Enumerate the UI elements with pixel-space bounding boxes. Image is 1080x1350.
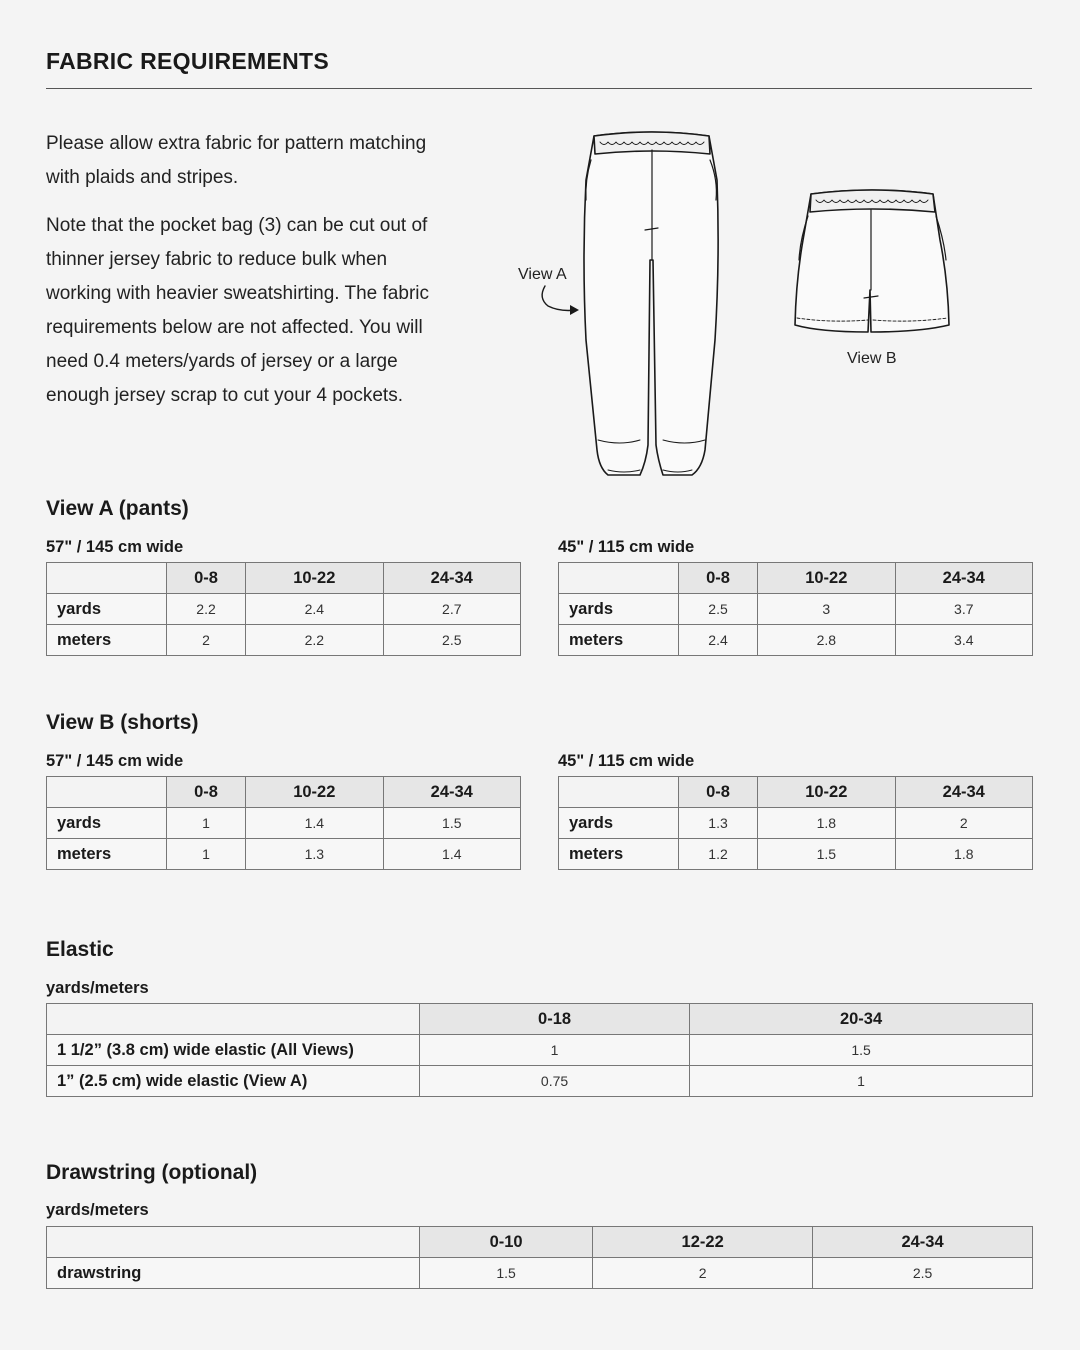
- size-header: 0-8: [167, 563, 246, 594]
- view-a-57-table: [46, 562, 521, 656]
- size-header: 0-10: [420, 1227, 593, 1258]
- value-cell: 1: [167, 808, 246, 839]
- view-b-right-width-label: 45" / 115 cm wide: [558, 752, 695, 770]
- value-cell: 3.4: [895, 625, 1032, 656]
- row-label: drawstring: [47, 1258, 420, 1289]
- drawstring-heading: Drawstring (optional): [46, 1161, 258, 1184]
- value-cell: 2.4: [679, 625, 758, 656]
- value-cell: 1.5: [758, 839, 895, 870]
- value-cell: 1.5: [383, 808, 520, 839]
- row-label: 1” (2.5 cm) wide elastic (View A): [47, 1066, 420, 1097]
- header-corner: [47, 777, 167, 808]
- value-cell: 3: [758, 594, 895, 625]
- view-b-57-table: [46, 776, 521, 870]
- value-cell: 2: [167, 625, 246, 656]
- size-header: 24-34: [383, 777, 520, 808]
- size-header: 10-22: [758, 777, 895, 808]
- garment-sketch-svg: [500, 120, 980, 490]
- value-cell: 0.75: [420, 1066, 690, 1097]
- table-row: [47, 1035, 1033, 1066]
- table-row: [559, 594, 1033, 625]
- value-cell: 2: [895, 808, 1032, 839]
- header-corner: [559, 563, 679, 594]
- row-label: 1 1/2” (3.8 cm) wide elastic (All Views): [47, 1035, 420, 1066]
- view-b-label: View B: [847, 350, 897, 367]
- value-cell: 1.4: [383, 839, 520, 870]
- header-corner: [559, 777, 679, 808]
- view-a-heading: View A (pants): [46, 497, 189, 520]
- view-a-45-table: [558, 562, 1033, 656]
- shorts-illustration: [795, 190, 949, 332]
- row-label: yards: [47, 594, 167, 625]
- header-corner: [47, 1004, 420, 1035]
- value-cell: 2.7: [383, 594, 520, 625]
- size-header: 10-22: [758, 563, 895, 594]
- size-header: 0-8: [679, 777, 758, 808]
- size-header: 10-22: [246, 777, 383, 808]
- table-row: [47, 625, 521, 656]
- value-cell: 1.8: [758, 808, 895, 839]
- value-cell: 1.3: [246, 839, 383, 870]
- row-label: meters: [559, 625, 679, 656]
- size-header: 24-34: [813, 1227, 1033, 1258]
- value-cell: 1: [167, 839, 246, 870]
- value-cell: 1.5: [690, 1035, 1033, 1066]
- page-title: FABRIC REQUIREMENTS: [46, 48, 329, 74]
- table-row: [47, 1258, 1033, 1289]
- view-b-45-table: [558, 776, 1033, 870]
- table-row: [559, 625, 1033, 656]
- row-label: meters: [559, 839, 679, 870]
- value-cell: 2: [593, 1258, 813, 1289]
- row-label: yards: [47, 808, 167, 839]
- value-cell: 2.5: [383, 625, 520, 656]
- value-cell: 2.8: [758, 625, 895, 656]
- size-header: 0-8: [679, 563, 758, 594]
- title-divider: [46, 88, 1032, 89]
- value-cell: 2.5: [813, 1258, 1033, 1289]
- intro-text: [46, 127, 446, 413]
- size-header: 20-34: [690, 1004, 1033, 1035]
- size-header: 24-34: [895, 563, 1032, 594]
- value-cell: 2.5: [679, 594, 758, 625]
- table-row: [559, 839, 1033, 870]
- table-row: [47, 594, 521, 625]
- row-label: yards: [559, 808, 679, 839]
- value-cell: 2.4: [246, 594, 383, 625]
- value-cell: 3.7: [895, 594, 1032, 625]
- value-cell: 1.4: [246, 808, 383, 839]
- value-cell: 1.8: [895, 839, 1032, 870]
- elastic-unit-label: yards/meters: [46, 979, 149, 997]
- row-label: meters: [47, 839, 167, 870]
- intro-paragraph-1: Please allow extra fabric for pattern matching with plaids and stripes.: [46, 133, 427, 188]
- size-header: 0-18: [420, 1004, 690, 1035]
- value-cell: 2.2: [167, 594, 246, 625]
- view-b-heading: View B (shorts): [46, 711, 199, 734]
- row-label: meters: [47, 625, 167, 656]
- view-a-label: View A: [518, 266, 567, 283]
- size-header: 12-22: [593, 1227, 813, 1258]
- table-row: [47, 839, 521, 870]
- row-label: yards: [559, 594, 679, 625]
- size-header: 0-8: [167, 777, 246, 808]
- table-row: [47, 1066, 1033, 1097]
- intro-paragraph-2: Note that the pocket bag (3) can be cut out of thinner jersey fabric to reduce bulk when working with heavier sweatshirting. The fabric requirements below are not affected. You will need 0.4 meters/yards of jersey or a large enough jersey scrap to cut your 4 pockets.: [46, 215, 429, 406]
- value-cell: 2.2: [246, 625, 383, 656]
- elastic-table: [46, 1003, 1033, 1097]
- elastic-heading: Elastic: [46, 938, 114, 961]
- view-a-left-width-label: 57" / 145 cm wide: [46, 538, 184, 556]
- header-corner: [47, 1227, 420, 1258]
- drawstring-unit-label: yards/meters: [46, 1201, 149, 1219]
- value-cell: 1: [690, 1066, 1033, 1097]
- garment-sketch: [500, 120, 980, 490]
- value-cell: 1: [420, 1035, 690, 1066]
- view-b-left-width-label: 57" / 145 cm wide: [46, 752, 184, 770]
- value-cell: 1.5: [420, 1258, 593, 1289]
- drawstring-table: [46, 1226, 1033, 1289]
- pants-illustration: [584, 132, 718, 475]
- table-row: [47, 808, 521, 839]
- value-cell: 1.2: [679, 839, 758, 870]
- table-row: [559, 808, 1033, 839]
- size-header: 24-34: [383, 563, 520, 594]
- header-corner: [47, 563, 167, 594]
- view-a-right-width-label: 45" / 115 cm wide: [558, 538, 695, 556]
- size-header: 24-34: [895, 777, 1032, 808]
- size-header: 10-22: [246, 563, 383, 594]
- value-cell: 1.3: [679, 808, 758, 839]
